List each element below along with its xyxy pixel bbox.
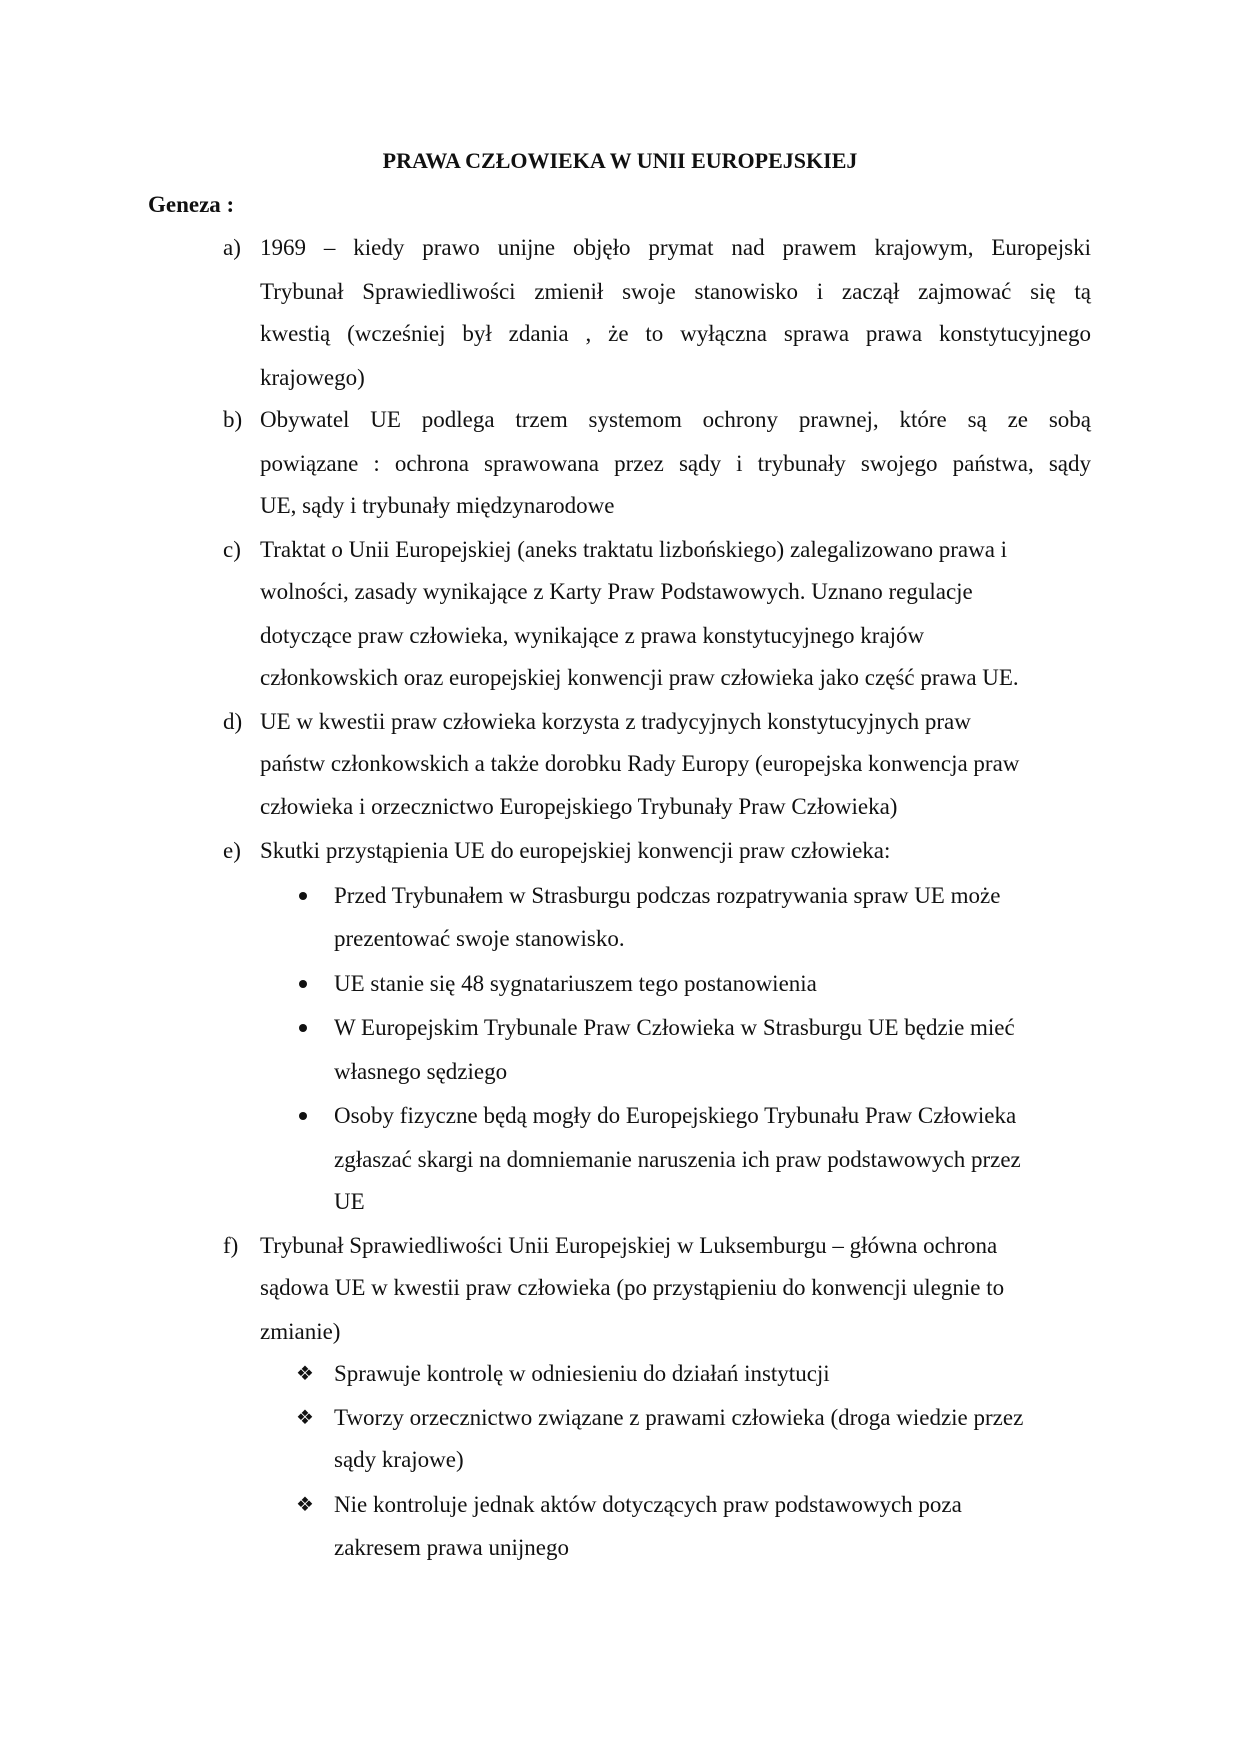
- document-title: PRAWA CZŁOWIEKA W UNII EUROPEJSKIEJ: [382, 148, 858, 173]
- item-marker: a): [223, 235, 241, 260]
- item-text-line: człowieka i orzecznictwo Europejskiego Trybunały Praw Człowieka): [260, 794, 898, 819]
- subitem-text-line: własnego sędziego: [334, 1059, 508, 1084]
- item-text-line: sądowa UE w kwestii praw człowieka (po przystąpieniu do konwencji ulegnie to: [260, 1275, 1005, 1300]
- item-text-line: Skutki przystąpienia UE do europejskiej konwencji praw człowieka:: [260, 838, 891, 863]
- item-text-line: UE w kwestii praw człowieka korzysta z tradycyjnych konstytucyjnych praw: [260, 709, 971, 734]
- item-text-line: wolności, zasady wynikające z Karty Praw Podstawowych. Uznano regulacje: [260, 579, 973, 604]
- subitem-text-line: prezentować swoje stanowisko.: [334, 926, 625, 951]
- item-text-line: członkowskich oraz europejskiej konwencji praw człowieka jako część prawa UE.: [260, 665, 1019, 690]
- subitem-text-line: Nie kontroluje jednak aktów dotyczących praw podstawowych poza: [334, 1492, 962, 1517]
- section-heading: Geneza :: [148, 192, 235, 217]
- item-marker: e): [223, 838, 241, 863]
- item-marker: f): [223, 1233, 239, 1258]
- subitem-text-line: W Europejskim Trybunale Praw Człowieka w Strasburgu UE będzie mieć: [334, 1015, 1015, 1040]
- item-marker: d): [223, 709, 243, 734]
- subitem-text-line: UE stanie się 48 sygnatariuszem tego postanowienia: [334, 971, 817, 996]
- item-text-line: Traktat o Unii Europejskiej (aneks traktatu lizbońskiego) zalegalizowano prawa i: [260, 537, 1008, 562]
- item-text-line: 1969 – kiedy prawo unijne objęło prymat nad prawem krajowym, Europejski: [260, 235, 1091, 260]
- item-text-line: krajowego): [260, 365, 365, 390]
- bullet-dot-icon: [299, 980, 307, 988]
- item-text-line: Obywatel UE podlega trzem systemom ochrony prawnej, które są ze sobą: [260, 407, 1091, 432]
- diamond-bullet-icon: ❖: [296, 1363, 314, 1385]
- subitem-text-line: sądy krajowe): [334, 1447, 464, 1472]
- bullet-dot-icon: [299, 892, 307, 900]
- subitem-text-line: Tworzy orzecznictwo związane z prawami człowieka (droga wiedzie przez: [334, 1405, 1024, 1430]
- subitem-text-line: Przed Trybunałem w Strasburgu podczas rozpatrywania spraw UE może: [334, 883, 1001, 908]
- item-marker: b): [223, 407, 243, 432]
- item-text-line: Trybunał Sprawiedliwości zmienił swoje stanowisko i zaczął zajmować się tą: [260, 279, 1091, 304]
- item-text-line: UE, sądy i trybunały międzynarodowe: [260, 493, 615, 518]
- item-text-line: Trybunał Sprawiedliwości Unii Europejskiej w Luksemburgu – główna ochrona: [260, 1233, 998, 1258]
- item-marker: c): [223, 537, 241, 562]
- diamond-bullet-icon: ❖: [296, 1407, 314, 1429]
- subitem-text-line: Sprawuje kontrolę w odniesieniu do działań instytucji: [334, 1361, 830, 1386]
- item-text-line: państw członkowskich a także dorobku Rady Europy (europejska konwencja praw: [260, 751, 1020, 776]
- subitem-text-line: zgłaszać skargi na domniemanie naruszenia ich praw podstawowych przez: [334, 1147, 1021, 1172]
- subitem-text-line: Osoby fizyczne będą mogły do Europejskiego Trybunału Praw Człowieka: [334, 1103, 1017, 1128]
- item-text-line: kwestią (wcześniej był zdania , że to wyłączna sprawa prawa konstytucyjnego: [260, 321, 1091, 346]
- diamond-bullet-icon: ❖: [296, 1494, 314, 1516]
- bullet-dot-icon: [299, 1112, 307, 1120]
- bullet-dot-icon: [299, 1024, 307, 1032]
- item-text-line: powiązane : ochrona sprawowana przez sądy i trybunały swojego państwa, sądy: [260, 451, 1091, 476]
- item-text-line: zmianie): [260, 1319, 341, 1344]
- subitem-text-line: zakresem prawa unijnego: [334, 1535, 570, 1560]
- item-text-line: dotyczące praw człowieka, wynikające z prawa konstytucyjnego krajów: [260, 623, 925, 648]
- subitem-text-line: UE: [334, 1189, 365, 1214]
